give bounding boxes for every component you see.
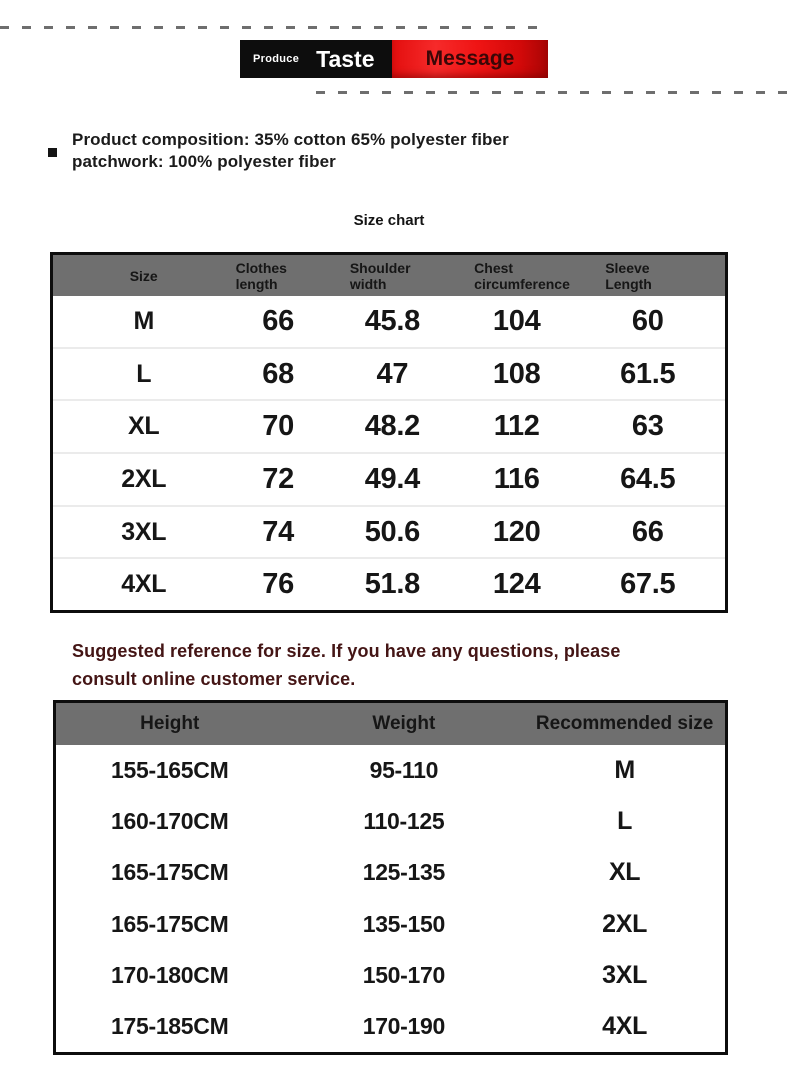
column-header: Height bbox=[140, 713, 200, 734]
table-cell: 175-185CM bbox=[110, 1012, 229, 1039]
table-cell: 63 bbox=[631, 410, 664, 443]
table-cell: 110-125 bbox=[363, 808, 445, 835]
table-cell: M bbox=[133, 306, 154, 335]
column-header: Chest circumference bbox=[474, 259, 570, 292]
column-header: Clothes length bbox=[235, 259, 287, 292]
table-row bbox=[56, 796, 725, 847]
table-cell: XL bbox=[608, 858, 641, 887]
table-row bbox=[53, 347, 725, 400]
table-cell: 3XL bbox=[121, 517, 167, 546]
table-cell: 64.5 bbox=[620, 462, 676, 495]
composition-line-2: patchwork: 100% polyester fiber bbox=[72, 151, 336, 171]
table-cell: 47 bbox=[376, 357, 409, 390]
table-cell: 68 bbox=[262, 357, 294, 390]
table-cell: 160-170CM bbox=[110, 808, 229, 835]
table-cell: 66 bbox=[631, 515, 664, 548]
column-header: Weight bbox=[372, 713, 436, 734]
column-header: Recommended size bbox=[535, 713, 714, 734]
table-cell: 2XL bbox=[602, 909, 648, 938]
table-cell: L bbox=[136, 359, 152, 388]
table-cell: 48.2 bbox=[364, 410, 420, 443]
table-row bbox=[53, 399, 725, 452]
bullet-square-icon bbox=[48, 148, 57, 157]
table-row bbox=[53, 557, 725, 610]
product-composition bbox=[72, 129, 509, 172]
table-row bbox=[56, 745, 725, 796]
table-cell: 60 bbox=[631, 304, 664, 337]
table-cell: 150-170 bbox=[362, 961, 446, 988]
tab-group-dark bbox=[240, 40, 392, 78]
table-cell: 165-175CM bbox=[110, 910, 229, 937]
tab-message-label: Message bbox=[425, 47, 515, 70]
table-cell: 125-135 bbox=[362, 859, 446, 886]
table-cell: 170-180CM bbox=[110, 961, 229, 988]
table-cell: 50.6 bbox=[364, 515, 420, 548]
size-chart-title: Size chart bbox=[353, 212, 425, 229]
table-cell: 61.5 bbox=[620, 357, 676, 390]
table-cell: 104 bbox=[492, 304, 541, 337]
table-row bbox=[56, 899, 725, 950]
tab-taste[interactable]: Taste bbox=[316, 45, 375, 72]
table-cell: 95-110 bbox=[369, 757, 439, 784]
table-cell: 170-190 bbox=[362, 1012, 446, 1039]
reference-table-header-row bbox=[56, 703, 725, 745]
dashed-divider-bottom bbox=[316, 91, 790, 94]
table-cell: 2XL bbox=[121, 464, 167, 493]
size-chart-table bbox=[50, 252, 728, 613]
tab-bar bbox=[240, 40, 548, 78]
tab-message[interactable] bbox=[392, 40, 548, 78]
size-suggestion-note bbox=[72, 637, 620, 693]
table-cell: 124 bbox=[492, 568, 541, 601]
table-row bbox=[53, 505, 725, 558]
dashed-divider-top bbox=[0, 26, 549, 29]
table-row bbox=[56, 847, 725, 898]
column-header: Sleeve Length bbox=[605, 259, 652, 292]
column-header: Shoulder width bbox=[349, 259, 411, 292]
table-cell: M bbox=[614, 756, 635, 785]
table-row bbox=[53, 296, 725, 347]
table-cell: 120 bbox=[492, 515, 541, 548]
table-cell: 76 bbox=[262, 568, 294, 601]
table-cell: 49.4 bbox=[364, 462, 420, 495]
table-cell: 165-175CM bbox=[110, 859, 229, 886]
table-cell: 67.5 bbox=[620, 568, 676, 601]
table-cell: 3XL bbox=[602, 960, 648, 989]
table-cell: 70 bbox=[262, 410, 294, 443]
tab-produce[interactable]: Produce bbox=[253, 53, 300, 65]
table-cell: 135-150 bbox=[362, 910, 446, 937]
note-line-1: Suggested reference for size. If you have any questions, please bbox=[72, 641, 621, 661]
table-row bbox=[53, 452, 725, 505]
table-row bbox=[56, 1001, 725, 1052]
table-cell: 72 bbox=[262, 462, 294, 495]
table-cell: 4XL bbox=[121, 570, 167, 599]
table-cell: 108 bbox=[492, 357, 541, 390]
table-cell: 155-165CM bbox=[110, 757, 229, 784]
table-cell: 51.8 bbox=[364, 568, 420, 601]
composition-line-1: Product composition: 35% cotton 65% polyester fiber bbox=[72, 130, 509, 149]
note-line-2: consult online customer service. bbox=[72, 669, 356, 689]
table-row bbox=[56, 950, 725, 1001]
table-cell: 74 bbox=[262, 515, 294, 548]
table-cell: 45.8 bbox=[364, 304, 420, 337]
table-cell: 112 bbox=[493, 410, 540, 443]
column-header: Size bbox=[129, 267, 158, 284]
table-cell: 4XL bbox=[602, 1011, 648, 1040]
recommended-size-table bbox=[53, 700, 728, 1055]
table-cell: XL bbox=[128, 412, 160, 441]
size-chart-header-row bbox=[53, 255, 725, 296]
table-cell: 66 bbox=[262, 304, 294, 337]
table-cell: L bbox=[617, 807, 633, 836]
table-cell: 116 bbox=[493, 462, 540, 495]
